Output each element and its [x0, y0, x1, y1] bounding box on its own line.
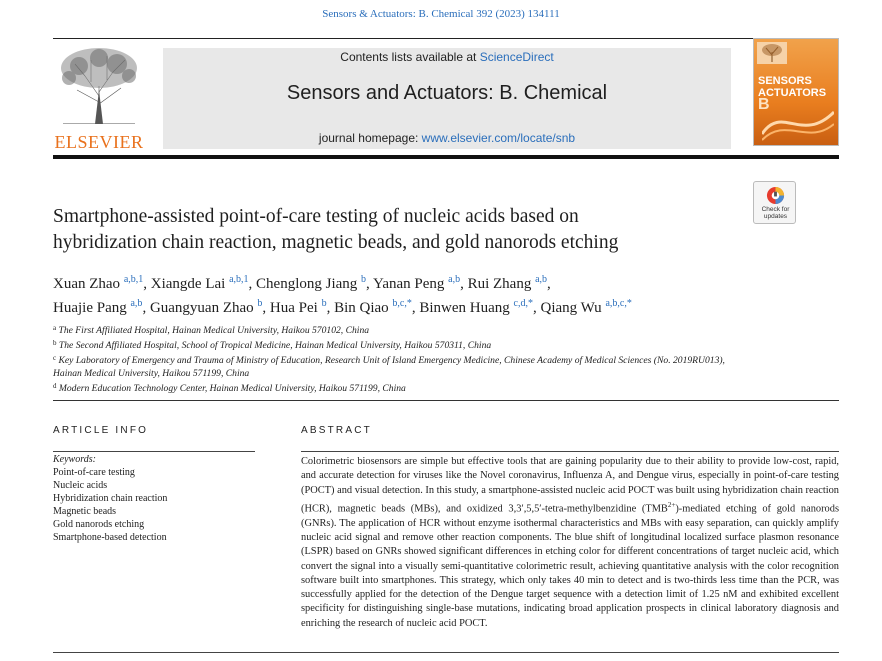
affiliation-text: Key Laboratory of Emergency and Trauma of Ministry of Education, Research Unit of Island Emergency Medicine, Chinese Academy of Medical Sciences (No. 2019RU013), Hainan Medical University, Haikou 571199, China [53, 355, 725, 379]
author-name[interactable]: Rui Zhang [467, 276, 532, 292]
cover-title-line1: SENSORS [758, 75, 812, 87]
elsevier-wordmark: ELSEVIER [54, 132, 144, 152]
author-name[interactable]: Xiangde Lai [150, 276, 226, 292]
affiliation-item [53, 380, 753, 395]
author-affiliation-marker[interactable]: a,b [130, 298, 143, 309]
author-name[interactable]: Guangyuan Zhao [149, 300, 254, 316]
author-name[interactable]: Hua Pei [269, 300, 318, 316]
journal-masthead [53, 38, 839, 150]
cover-title-b: B [758, 96, 770, 113]
author-affiliation-marker[interactable]: a,b [448, 274, 461, 285]
elsevier-logo[interactable] [53, 46, 145, 150]
article-title [53, 204, 743, 256]
journal-homepage-line [163, 131, 731, 145]
abstract-text-part1: Colorimetric biosensors are simple but effective tools that are gaining popularity due to their ability to provide low-cost, rapid, and accurate detection for viruses like the Novel coronavirus, Influenza A, and Dengue virus, especially in point-of-care testing (POCT) and visual detection. In this study, a smartphone-assisted nucleic acid POCT was built using hybridization chain reaction (HCR), magnetic beads (MBs), and oxidized 3,3′,5,5′-tetra-methylbenzidine (TMB [301, 456, 839, 515]
affiliation-key: b [53, 339, 57, 347]
keyword-list [53, 466, 167, 544]
masthead-top-rule [53, 38, 839, 39]
author-affiliation-marker[interactable]: a,b,c,* [605, 298, 632, 309]
elsevier-tree-icon [55, 46, 143, 124]
author-affiliation-marker[interactable]: b [257, 298, 263, 309]
author-affiliation-marker[interactable]: c,d,* [513, 298, 533, 309]
homepage-prefix: journal homepage: [318, 131, 422, 145]
author-affiliation-marker[interactable]: b [321, 298, 327, 309]
cover-title-actuators: ACTUATORS [758, 87, 827, 99]
article-title-line1: Smartphone-assisted point-of-care testing of nucleic acids based on [53, 206, 579, 227]
keyword-item: Magnetic beads [53, 506, 117, 517]
author-name[interactable]: Binwen Huang [419, 300, 510, 316]
journal-cover-thumbnail[interactable] [753, 38, 839, 146]
article-info-rule [53, 451, 255, 452]
affiliation-list [53, 322, 753, 395]
affiliation-item [53, 337, 753, 352]
author-affiliation-marker[interactable]: a,b,1 [123, 274, 144, 285]
affiliation-item [53, 322, 753, 337]
abstract-text-part2: )-mediated etching of gold nanorods (GNRs). The application of HCR without enzyme isothermal characteristics and MBs with easy separation, can quickly amplify nucleic acid signal and remove other reaction components. The blue shift of longitudinal localized surface plasmon resonance (LSPR) based on GNRs showed significant differences in etching color for different concentrations of target nucleic acid, which convert the signal into a visually semi-quantitative colorimetric result, achieving quantitative analysis with the color recognition software built into smartphones. This strategy, which only takes 40 min to detect and is two-thirds less time than the PCR, was successfully applied for the detection of the Dengue target sequence with a detection limit of 1.25 nM and exhibited excellent specificity for distinguishing single-base mutations, indicating broad application prospects in clinical laboratory diagnosis and enriching the research of nucleic acid POCT. [301, 503, 839, 629]
affiliation-text: The Second Affiliated Hospital, School of Tropical Medicine, Hainan Medical University, Haikou 570311, China [56, 340, 492, 351]
cover-publisher-icon [757, 42, 787, 64]
author-name[interactable]: Yanan Peng [372, 276, 445, 292]
abstract-text [301, 455, 839, 631]
author-name[interactable]: Qiang Wu [540, 300, 602, 316]
affiliation-key: c [53, 354, 57, 362]
check-updates-line2: updates [763, 213, 788, 220]
check-for-updates-button[interactable] [753, 181, 796, 224]
author-affiliation-marker[interactable]: b [361, 274, 367, 285]
keywords-label: Keywords: [53, 454, 96, 465]
page-bottom-rule [53, 652, 839, 653]
author-name[interactable]: Bin Qiao [334, 300, 389, 316]
article-title-line2: hybridization chain reaction, magnetic beads, and gold nanorods etching [53, 232, 619, 253]
keyword-item: Gold nanorods etching [53, 519, 145, 530]
check-updates-icon [766, 186, 785, 205]
journal-citation[interactable]: Sensors & Actuators: B. Chemical 392 (2023) 134111 [322, 8, 560, 20]
keyword-item: Nucleic acids [53, 480, 108, 491]
journal-info-panel [163, 48, 731, 149]
check-updates-label [754, 206, 797, 220]
author-affiliation-marker[interactable]: a,b [535, 274, 548, 285]
cover-artwork-icon [762, 94, 834, 142]
affiliation-text: Modern Education Technology Center, Hainan Medical University, Haikou 571199, China [56, 383, 406, 394]
abstract-rule [301, 451, 839, 452]
keyword-item: Smartphone-based detection [53, 532, 167, 543]
affiliation-key: a [53, 324, 57, 332]
check-updates-line1: Check for [761, 206, 790, 213]
affiliation-key: d [53, 382, 57, 390]
section-separator [53, 400, 839, 401]
author-name[interactable]: Huajie Pang [53, 300, 127, 316]
journal-title: Sensors and Actuators: B. Chemical [286, 82, 608, 104]
author-list: Xuan Zhao $^{a,b,1}$, Xiangde Lai $^{a,b,1}$, Chenglong Jiang $^b$, Yanan Peng $^{a,b}$, Rui Zhang $^{a,b}$, Huajie Pang $^{a,b}$, Guangyuan Zhao $^b$, Hua Pei $^b$, Bin Qiao $^{b,c,*}$, Binwen Huang $^{c,d,*}$, Qiang Wu $^{a,b,c,*}$ [53, 274, 632, 316]
masthead-bottom-rule [53, 155, 839, 159]
author-name[interactable]: Chenglong Jiang [256, 276, 358, 292]
sciencedirect-link[interactable]: ScienceDirect [479, 50, 554, 64]
keyword-item: Point-of-care testing [53, 467, 135, 478]
author-affiliation-marker[interactable]: b,c,* [392, 298, 412, 309]
contents-prefix: Contents lists available at [340, 50, 480, 64]
contents-available-line [163, 50, 731, 64]
keyword-item: Hybridization chain reaction [53, 493, 168, 504]
journal-homepage-link[interactable]: www.elsevier.com/locate/snb [421, 131, 576, 145]
affiliation-text: The First Affiliated Hospital, Hainan Medical University, Haikou 570102, China [56, 325, 370, 336]
abstract-heading: ABSTRACT [301, 425, 372, 436]
author-affiliation-marker[interactable]: a,b,1 [229, 274, 249, 285]
abstract-tmb-charge: 2+ [667, 500, 676, 509]
author-name[interactable]: Xuan Zhao [53, 276, 121, 292]
affiliation-item [53, 352, 753, 380]
article-info-heading: ARTICLE INFO [53, 425, 149, 436]
